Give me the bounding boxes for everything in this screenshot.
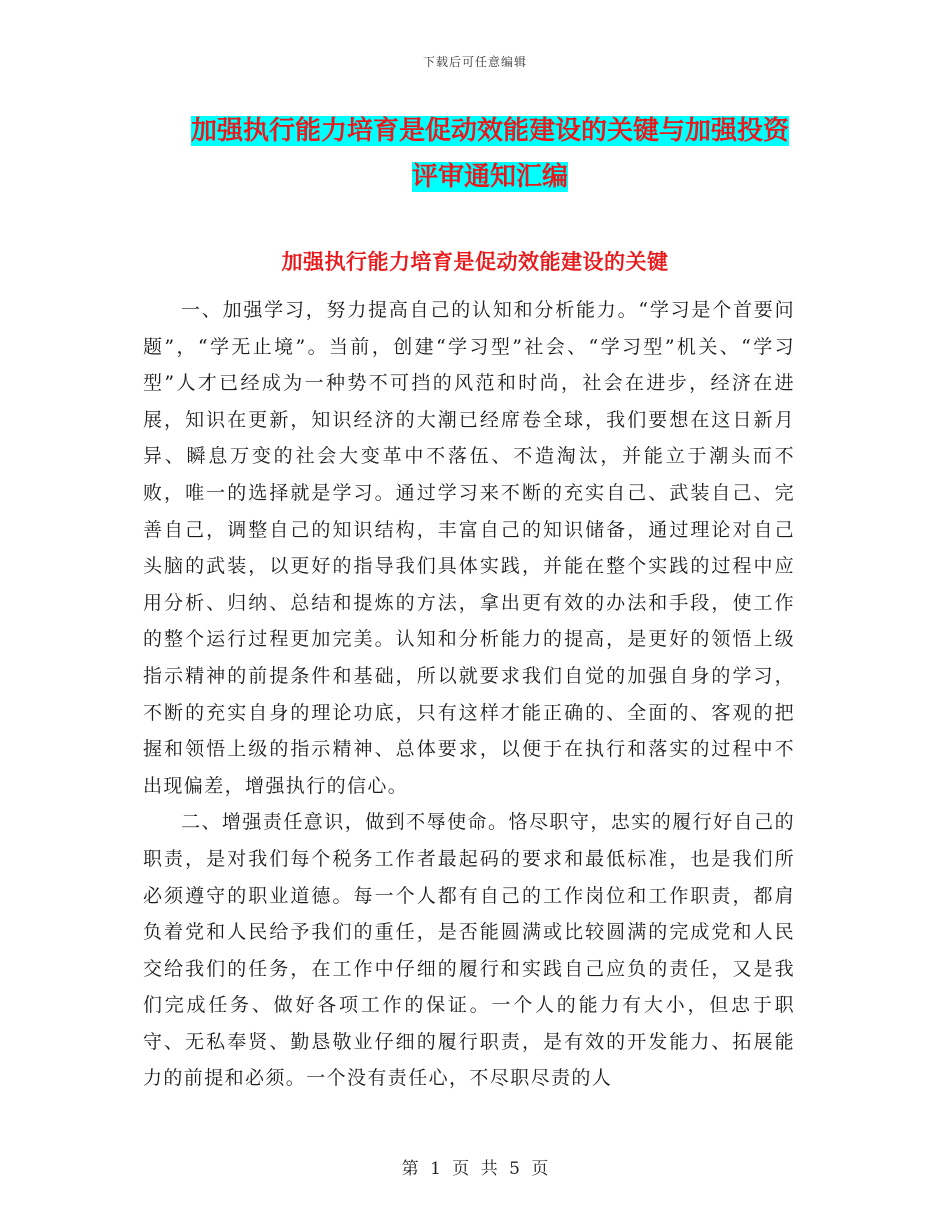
paragraph-2: 二、增强责任意识，做到不辱使命。恪尽职守，忠实的履行好自己的职责，是对我们每个税务工作者最起码的要求和最低标准，也是我们所必须遵守的职业道德。每一个人都有自己的工作岗位和工作职责，都肩负着党和人民给予我们的重任，是否能圆满或比较圆满的完成党和人民交给我们的任务，在工作中仔细的履行和实践自己应负的责任，又是我们完成任务、做好各项工作的保证。一个人的能力有大小，但忠于职守、无私奉贤、勤恳敬业仔细的履行职责，是有效的开发能力、拓展能力的前提和必须。一个没有责任心，不尽职尽责的人 <box>143 811 795 1090</box>
section-title: 加强执行能力培育是促动效能建设的关键 <box>281 250 669 274</box>
document-title-line-1: 加强执行能力培育是促动效能建设的关键与加强投资 <box>190 116 789 146</box>
document-body <box>143 292 795 1097</box>
page-number-footer: 第 1 页 共 5 页 <box>401 1159 549 1179</box>
header-note: 下载后可任意编辑 <box>422 55 527 69</box>
document-title-line-2: 评审通知汇编 <box>411 162 568 192</box>
paragraph-1: 一、加强学习，努力提高自己的认知和分析能力。“学习是个首要问题”，“学无止境”。当前，创建“学习型”社会、“学习型”机关、“学习型”人才已经成为一种势不可挡的风范和时尚，社会在进步，经济在进展，知识在更新，知识经济的大潮已经席卷全球，我们要想在这日新月异、瞬息万变的社会大变革中不落伍、不造淘汰，并能立于潮头而不败，唯一的选择就是学习。通过学习来不断的充实自己、武装自己、完善自己，调整自己的知识结构，丰富自己的知识储备，通过理论对自己头脑的武装，以更好的指导我们具体实践，并能在整个实践的过程中应用分析、归纳、总结和提炼的方法，拿出更有效的办法和手段，使工作的整个运行过程更加完美。认知和分析能力的提高，是更好的领悟上级指示精神的前提条件和基础，所以就要求我们自觉的加强自身的学习，不断的充实自身的理论功底，只有这样才能正确的、全面的、客观的把握和领悟上级的指示精神、总体要求，以便于在执行和落实的过程中不出现偏差，增强执行的信心。 <box>143 299 795 797</box>
document-title <box>140 108 840 200</box>
